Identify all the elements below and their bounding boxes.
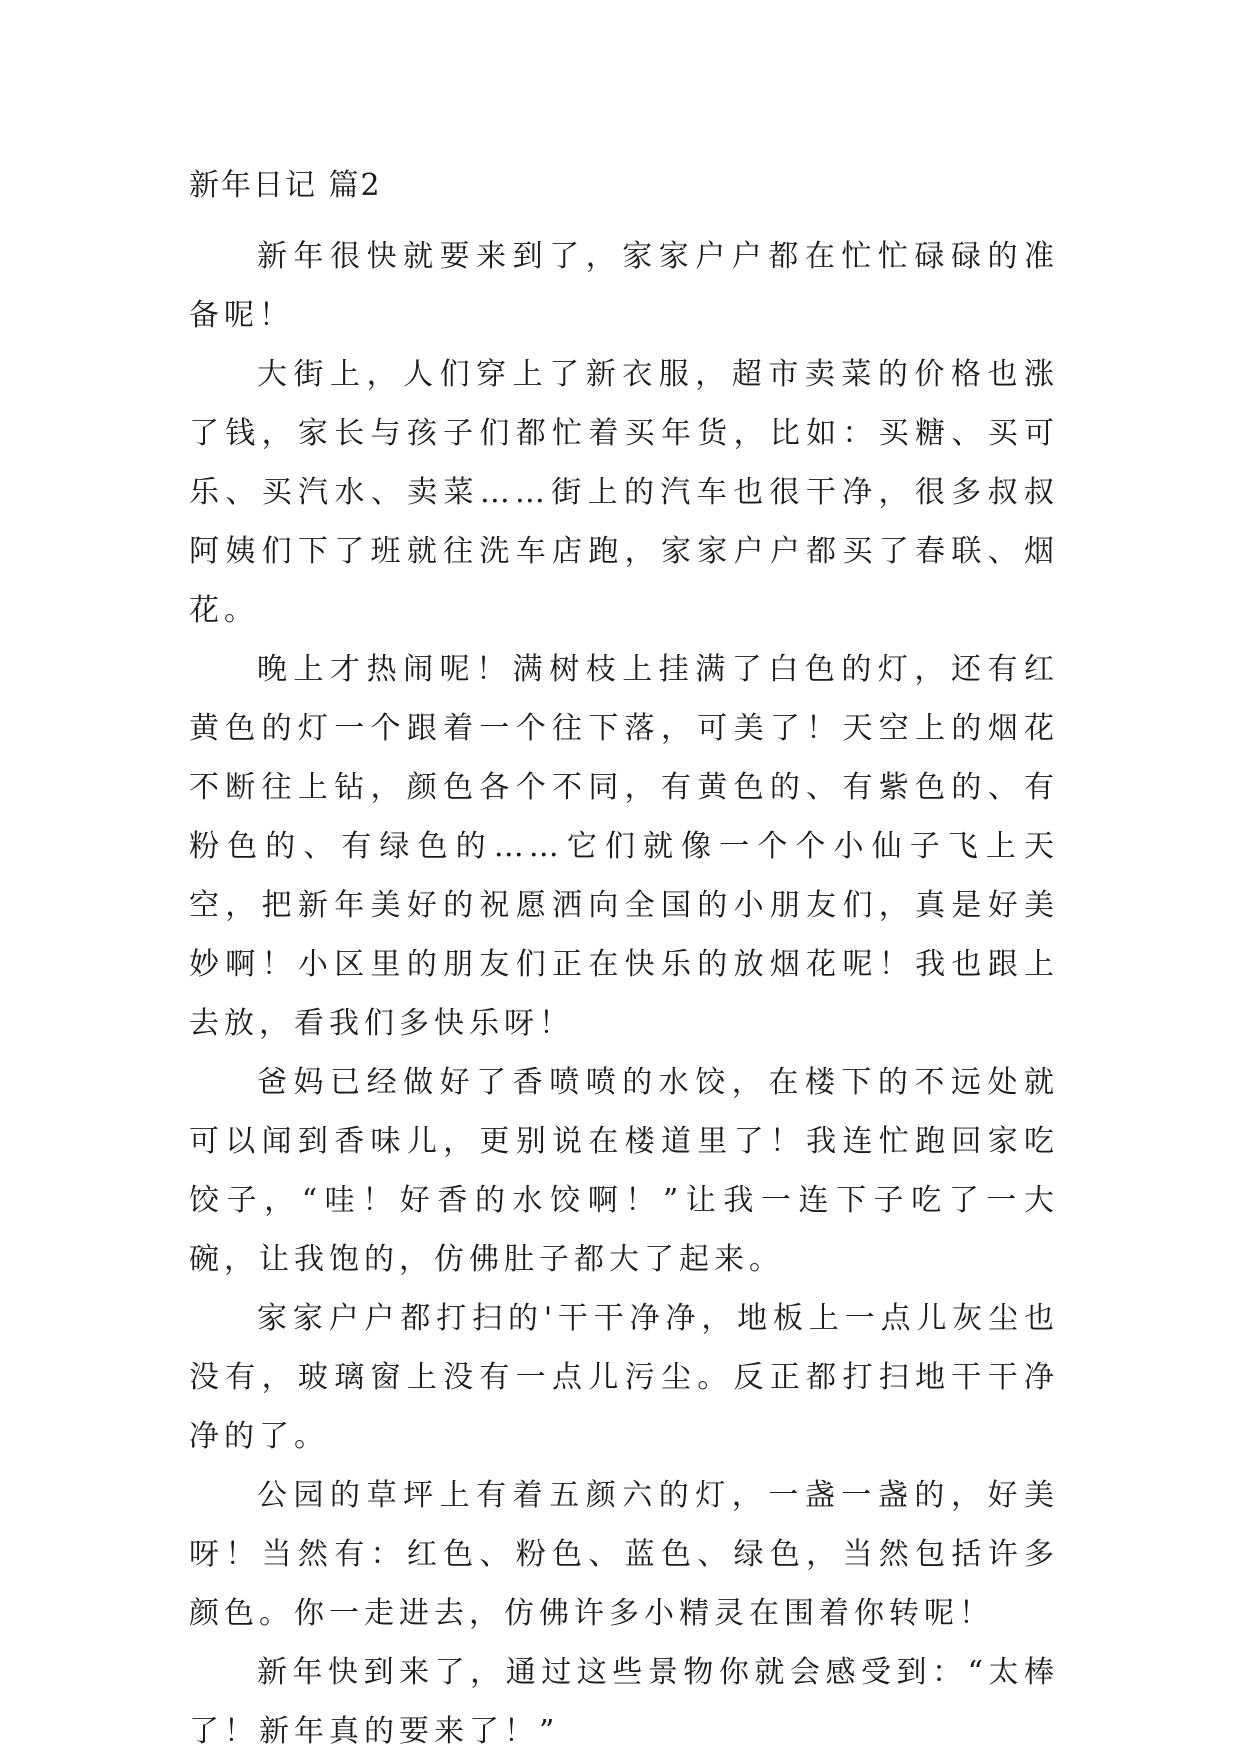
paragraph-5: 家家户户都打扫的'干干净净，地板上一点儿灰尘也没有，玻璃窗上没有一点儿污尘。反正都打扫地干干净净的了。 <box>189 1301 1059 1454</box>
document-body <box>189 227 1059 1761</box>
paragraph-1: 新年很快就要来到了，家家户户都在忙忙碌碌的准备呢！ <box>189 239 1059 333</box>
paragraph-6: 公园的草坪上有着五颜六的灯，一盏一盏的，好美呀！当然有：红色、粉色、蓝色、绿色，当然包括许多颜色。你一走进去，仿佛许多小精灵在围着你转呢！ <box>189 1478 1059 1631</box>
paragraph-4: 爸妈已经做好了香喷喷的水饺，在楼下的不远处就可以闻到香味儿，更别说在楼道里了！我连忙跑回家吃饺子，“哇！好香的水饺啊！”让我一连下子吃了一大碗，让我饱的，仿佛肚子都大了起来。 <box>189 1065 1059 1277</box>
document-title: 新年日记 篇2 <box>189 168 382 203</box>
paragraph-3: 晚上才热闹呢！满树枝上挂满了白色的灯，还有红黄色的灯一个跟着一个往下落，可美了！天空上的烟花不断往上钻，颜色各个不同，有黄色的、有紫色的、有粉色的、有绿色的……它们就像一个个小仙子飞上天空，把新年美好的祝愿洒向全国的小朋友们，真是好美妙啊！小区里的朋友们正在快乐的放烟花呢！我也跟上去放，看我们多快乐呀！ <box>189 652 1059 1041</box>
paragraph-2: 大街上，人们穿上了新衣服，超市卖菜的价格也涨了钱，家长与孩子们都忙着买年货，比如：买糖、买可乐、买汽水、卖菜……街上的汽车也很干净，很多叔叔阿姨们下了班就往洗车店跑，家家户户都买了春联、烟花。 <box>189 357 1059 628</box>
paragraph-7: 新年快到来了，通过这些景物你就会感受到：“太棒了！新年真的要来了！” <box>189 1655 1059 1749</box>
